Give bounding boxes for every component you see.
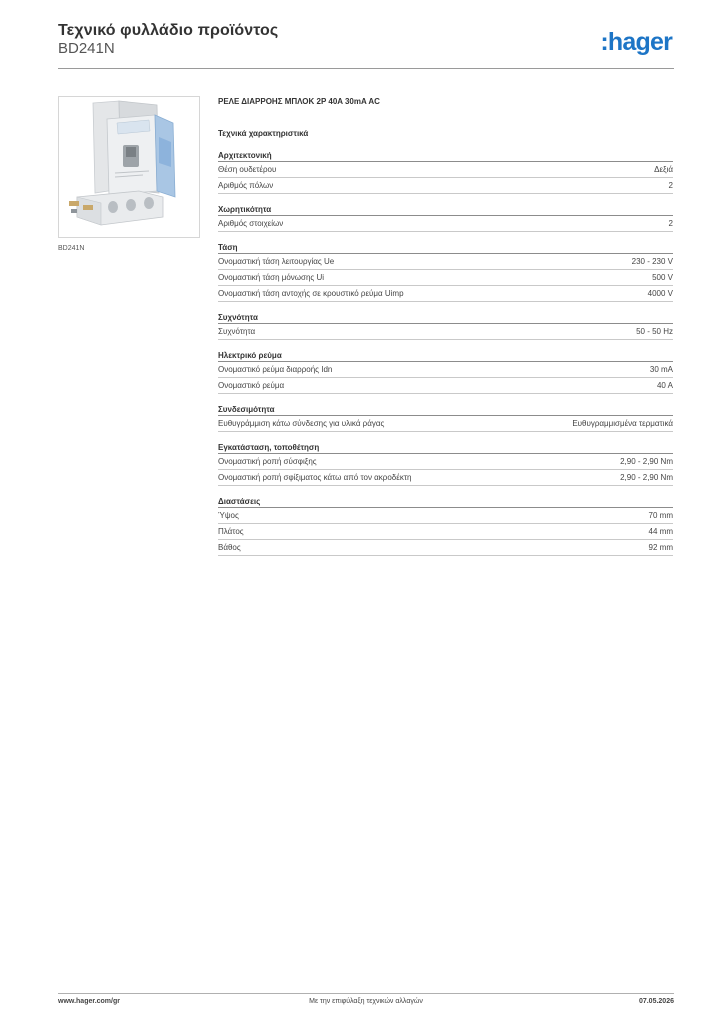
footer-divider [58,993,674,994]
spec-value: 44 mm [648,527,673,536]
spec-label: Θέση ουδετέρου [218,165,277,174]
spec-row [218,162,673,178]
spec-content [218,96,673,556]
document-header [58,22,674,70]
spec-label: Ονομαστική ροπή σφίξιματος κάτω από τον ακροδέκτη [218,473,412,482]
spec-row [218,270,673,286]
spec-value: 2,90 - 2,90 Nm [620,473,673,482]
spec-value: 30 mA [649,365,673,374]
spec-value: 2 [668,181,673,190]
spec-row [218,286,673,302]
spec-groups [218,150,673,556]
spec-group [218,350,673,394]
spec-value: Ευθυγραμμισμένα τερματικά [572,419,673,428]
spec-label: Ονομαστική τάση αντοχής σε κρουστικό ρεύμα Uimp [218,289,404,298]
spec-group-title: Ηλεκτρικό ρεύμα [218,350,673,362]
spec-group [218,204,673,232]
spec-group-title: Συχνότητα [218,312,673,324]
spec-label: Ονομαστική τάση λειτουργίας Ue [218,257,335,266]
spec-row [218,324,673,340]
spec-group-title: Διαστάσεις [218,496,673,508]
spec-row [218,216,673,232]
spec-value: 50 - 50 Hz [636,327,673,336]
footer-disclaimer: Με την επιφύλαξη τεχνικών αλλαγών [309,998,423,1005]
header-divider [58,68,674,69]
spec-label: Ονομαστική τάση μόνωσης Ui [218,273,325,282]
spec-value: 500 V [652,273,673,282]
spec-group [218,150,673,194]
spec-group [218,496,673,556]
spec-group [218,404,673,432]
spec-group-title: Χωρητικότητα [218,204,673,216]
document-footer [58,998,674,1010]
image-caption: BD241N [58,245,85,252]
spec-label: Ύψος [218,511,239,520]
spec-label: Ευθυγράμμιση κάτω σύνδεσης για υλικά ράγας [218,419,385,428]
spec-row [218,524,673,540]
spec-group-title: Εγκατάσταση, τοποθέτηση [218,442,673,454]
spec-label: Βάθος [218,543,241,552]
spec-label: Πλάτος [218,527,244,536]
footer-website-link[interactable]: www.hager.com/gr [58,998,120,1005]
spec-row [218,508,673,524]
spec-value: 92 mm [648,543,673,552]
spec-value: 2,90 - 2,90 Nm [620,457,673,466]
spec-value: 40 A [656,381,673,390]
spec-value: 4000 V [647,289,673,298]
spec-group [218,442,673,486]
spec-row [218,378,673,394]
spec-group-title: Αρχιτεκτονική [218,150,673,162]
spec-row [218,540,673,556]
spec-row [218,416,673,432]
hager-logo[interactable]: :hager [600,28,672,56]
spec-group [218,312,673,340]
spec-row [218,178,673,194]
spec-row [218,470,673,486]
product-title: ΡΕΛΕ ΔΙΑΡΡΟΗΣ ΜΠΛΟΚ 2P 40A 30mA AC [218,97,380,106]
spec-value: 2 [668,219,673,228]
section-heading: Τεχνικά χαρακτηριστικά [218,129,309,138]
spec-label: Συχνότητα [218,327,256,336]
spec-value: 230 - 230 V [631,257,673,266]
spec-group-title: Τάση [218,242,673,254]
product-photo [58,96,200,238]
spec-group [218,242,673,302]
spec-value: 70 mm [648,511,673,520]
rcd-block-illustration [59,97,199,237]
spec-label: Αριθμός πόλων [218,181,274,190]
spec-label: Ονομαστική ροπή σύσφιξης [218,457,317,466]
footer-date: 07.05.2026 [638,998,674,1005]
spec-row [218,454,673,470]
spec-row [218,362,673,378]
spec-value: Δεξιά [654,165,673,174]
spec-label: Ονομαστικό ρεύμα [218,381,285,390]
spec-label: Αριθμός στοιχείων [218,219,284,228]
product-code: BD241N [58,40,115,57]
spec-label: Ονομαστικό ρεύμα διαρροής Idn [218,365,333,374]
spec-group-title: Συνδεσιμότητα [218,404,673,416]
document-title: Τεχνικό φυλλάδιο προϊόντος [58,22,279,39]
spec-row [218,254,673,270]
